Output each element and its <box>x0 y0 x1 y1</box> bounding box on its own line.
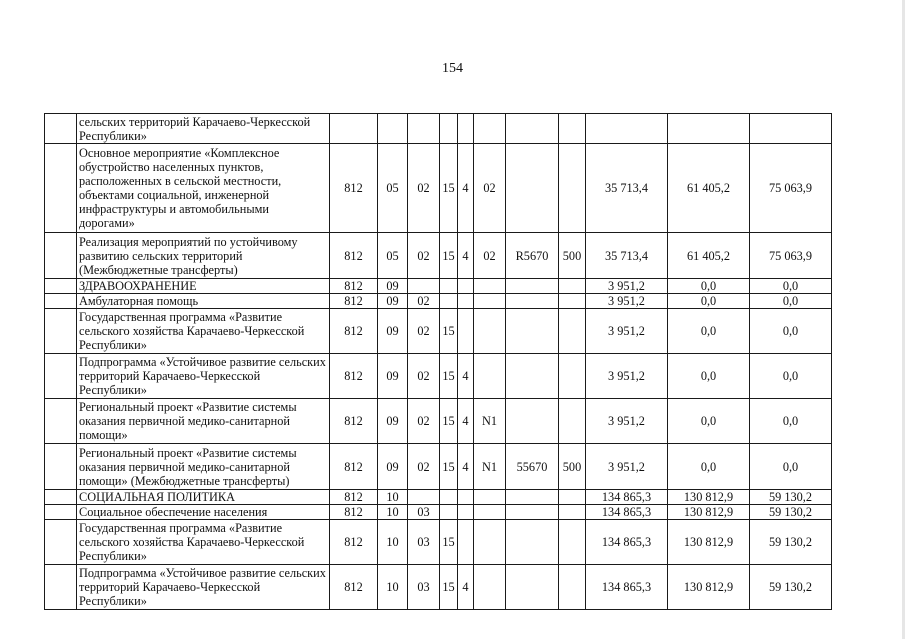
cell-subsection: 02 <box>408 309 440 354</box>
cell-row-number <box>45 354 77 399</box>
cell-amount-year1 <box>586 114 668 144</box>
cell-name: Подпрограмма «Устойчивое развитие сельских территорий Карачаево-Черкесской Республики» <box>77 354 330 399</box>
table-row <box>45 354 832 399</box>
cell-section: 09 <box>378 279 408 294</box>
cell-amount-year2: 0,0 <box>668 399 750 444</box>
cell-ministry-code: 812 <box>330 520 378 565</box>
cell-section: 09 <box>378 399 408 444</box>
cell-ministry-code: 812 <box>330 309 378 354</box>
cell-amount-year2: 0,0 <box>668 444 750 490</box>
cell-subprogram: 4 <box>458 444 474 490</box>
cell-ministry-code: 812 <box>330 279 378 294</box>
cell-expense-type <box>559 309 586 354</box>
cell-event <box>474 354 506 399</box>
cell-event <box>474 565 506 610</box>
cell-amount-year2: 61 405,2 <box>668 233 750 279</box>
table-row <box>45 490 832 505</box>
cell-event: N1 <box>474 399 506 444</box>
cell-subprogram <box>458 490 474 505</box>
cell-section: 10 <box>378 490 408 505</box>
table-row <box>45 520 832 565</box>
cell-program: 15 <box>440 565 458 610</box>
cell-program: 15 <box>440 399 458 444</box>
cell-event <box>474 520 506 565</box>
table-row <box>45 309 832 354</box>
cell-subprogram: 4 <box>458 233 474 279</box>
table-row <box>45 233 832 279</box>
cell-name: СОЦИАЛЬНАЯ ПОЛИТИКА <box>77 490 330 505</box>
cell-subprogram <box>458 114 474 144</box>
cell-subsection: 03 <box>408 520 440 565</box>
cell-name: Социальное обеспечение населения <box>77 505 330 520</box>
cell-amount-year2 <box>668 114 750 144</box>
table-row <box>45 114 832 144</box>
table-row <box>45 399 832 444</box>
cell-row-number <box>45 144 77 233</box>
cell-expense-type <box>559 565 586 610</box>
table-body <box>45 114 832 610</box>
cell-name: Амбулаторная помощь <box>77 294 330 309</box>
cell-amount-year1: 134 865,3 <box>586 520 668 565</box>
cell-amount-year2: 61 405,2 <box>668 144 750 233</box>
cell-amount-year1: 3 951,2 <box>586 399 668 444</box>
cell-row-number <box>45 520 77 565</box>
cell-subsection: 02 <box>408 444 440 490</box>
budget-table <box>44 113 832 610</box>
cell-subsection: 02 <box>408 144 440 233</box>
cell-expense-type: 500 <box>559 444 586 490</box>
cell-event <box>474 309 506 354</box>
cell-section: 10 <box>378 505 408 520</box>
cell-name: Основное мероприятие «Комплексное обустройство населенных пунктов, расположенных в сельской местности, объектами социальной, инженерной инфраструктуры и автомобильными дорогами» <box>77 144 330 233</box>
cell-expense-type <box>559 505 586 520</box>
cell-row-number <box>45 490 77 505</box>
cell-amount-year2: 130 812,9 <box>668 505 750 520</box>
cell-name: Государственная программа «Развитие сельского хозяйства Карачаево-Черкесской Республики» <box>77 309 330 354</box>
cell-section: 09 <box>378 294 408 309</box>
cell-ministry-code: 812 <box>330 444 378 490</box>
cell-expense-type <box>559 520 586 565</box>
cell-direction <box>506 505 559 520</box>
cell-program: 15 <box>440 233 458 279</box>
cell-direction <box>506 490 559 505</box>
cell-direction <box>506 144 559 233</box>
cell-amount-year3: 59 130,2 <box>750 505 832 520</box>
cell-row-number <box>45 309 77 354</box>
cell-program <box>440 114 458 144</box>
cell-ministry-code <box>330 114 378 144</box>
cell-direction <box>506 399 559 444</box>
cell-expense-type <box>559 144 586 233</box>
cell-ministry-code: 812 <box>330 490 378 505</box>
cell-row-number <box>45 444 77 490</box>
cell-event <box>474 294 506 309</box>
cell-ministry-code: 812 <box>330 144 378 233</box>
table-row <box>45 279 832 294</box>
cell-subprogram <box>458 294 474 309</box>
cell-ministry-code: 812 <box>330 354 378 399</box>
cell-row-number <box>45 505 77 520</box>
cell-subprogram: 4 <box>458 565 474 610</box>
cell-amount-year3: 59 130,2 <box>750 520 832 565</box>
cell-program <box>440 294 458 309</box>
table-row <box>45 144 832 233</box>
cell-ministry-code: 812 <box>330 565 378 610</box>
cell-program: 15 <box>440 520 458 565</box>
cell-name: Региональный проект «Развитие системы оказания первичной медико-санитарной помощи» <box>77 399 330 444</box>
cell-name: Государственная программа «Развитие сельского хозяйства Карачаево-Черкесской Республики» <box>77 520 330 565</box>
cell-amount-year1: 134 865,3 <box>586 505 668 520</box>
cell-direction <box>506 520 559 565</box>
cell-amount-year1: 134 865,3 <box>586 490 668 505</box>
cell-amount-year3: 59 130,2 <box>750 490 832 505</box>
cell-subprogram <box>458 505 474 520</box>
cell-expense-type <box>559 114 586 144</box>
cell-program <box>440 279 458 294</box>
cell-amount-year2: 130 812,9 <box>668 520 750 565</box>
cell-name: Реализация мероприятий по устойчивому развитию сельских территорий (Межбюджетные трансферты) <box>77 233 330 279</box>
cell-expense-type <box>559 490 586 505</box>
cell-direction: R5670 <box>506 233 559 279</box>
cell-row-number <box>45 279 77 294</box>
cell-event <box>474 505 506 520</box>
cell-subprogram: 4 <box>458 399 474 444</box>
cell-amount-year1: 3 951,2 <box>586 294 668 309</box>
cell-event: N1 <box>474 444 506 490</box>
cell-amount-year3: 0,0 <box>750 444 832 490</box>
cell-section: 05 <box>378 233 408 279</box>
cell-amount-year3: 59 130,2 <box>750 565 832 610</box>
cell-direction <box>506 294 559 309</box>
cell-subprogram <box>458 520 474 565</box>
cell-amount-year1: 3 951,2 <box>586 354 668 399</box>
cell-name: Подпрограмма «Устойчивое развитие сельских территорий Карачаево-Черкесской Республики» <box>77 565 330 610</box>
cell-subprogram <box>458 279 474 294</box>
cell-row-number <box>45 399 77 444</box>
cell-subsection <box>408 279 440 294</box>
cell-amount-year3: 0,0 <box>750 294 832 309</box>
cell-amount-year1: 3 951,2 <box>586 309 668 354</box>
cell-row-number <box>45 565 77 610</box>
table-row <box>45 444 832 490</box>
cell-ministry-code: 812 <box>330 505 378 520</box>
table-row <box>45 565 832 610</box>
cell-direction <box>506 114 559 144</box>
cell-amount-year1: 35 713,4 <box>586 144 668 233</box>
cell-ministry-code: 812 <box>330 233 378 279</box>
cell-amount-year3: 75 063,9 <box>750 144 832 233</box>
cell-amount-year3: 0,0 <box>750 399 832 444</box>
cell-expense-type <box>559 354 586 399</box>
cell-amount-year1: 3 951,2 <box>586 444 668 490</box>
cell-amount-year2: 0,0 <box>668 294 750 309</box>
table-row <box>45 294 832 309</box>
cell-section: 09 <box>378 309 408 354</box>
cell-section: 09 <box>378 444 408 490</box>
cell-subsection: 02 <box>408 354 440 399</box>
page-number: 154 <box>442 61 463 76</box>
cell-section: 10 <box>378 520 408 565</box>
cell-subprogram: 4 <box>458 144 474 233</box>
cell-subsection: 02 <box>408 233 440 279</box>
cell-amount-year2: 0,0 <box>668 354 750 399</box>
cell-program: 15 <box>440 444 458 490</box>
cell-event <box>474 114 506 144</box>
cell-row-number <box>45 294 77 309</box>
cell-subsection: 02 <box>408 294 440 309</box>
cell-event: 02 <box>474 233 506 279</box>
cell-section: 09 <box>378 354 408 399</box>
cell-program: 15 <box>440 144 458 233</box>
cell-subsection <box>408 114 440 144</box>
cell-expense-type <box>559 294 586 309</box>
cell-row-number <box>45 114 77 144</box>
cell-program <box>440 490 458 505</box>
cell-section: 05 <box>378 144 408 233</box>
cell-row-number <box>45 233 77 279</box>
cell-subprogram: 4 <box>458 354 474 399</box>
cell-program: 15 <box>440 354 458 399</box>
cell-ministry-code: 812 <box>330 294 378 309</box>
cell-amount-year3: 0,0 <box>750 354 832 399</box>
cell-direction <box>506 565 559 610</box>
cell-expense-type: 500 <box>559 233 586 279</box>
cell-name: сельских территорий Карачаево-Черкесской Республики» <box>77 114 330 144</box>
cell-expense-type <box>559 279 586 294</box>
cell-name: ЗДРАВООХРАНЕНИЕ <box>77 279 330 294</box>
cell-amount-year3 <box>750 114 832 144</box>
cell-event: 02 <box>474 144 506 233</box>
cell-direction <box>506 309 559 354</box>
cell-section <box>378 114 408 144</box>
table-row <box>45 505 832 520</box>
cell-name: Региональный проект «Развитие системы оказания первичной медико-санитарной помощи» (Межбюджетные трансферты) <box>77 444 330 490</box>
cell-direction: 55670 <box>506 444 559 490</box>
cell-section: 10 <box>378 565 408 610</box>
cell-amount-year2: 0,0 <box>668 309 750 354</box>
cell-subsection: 03 <box>408 505 440 520</box>
cell-amount-year2: 130 812,9 <box>668 565 750 610</box>
cell-program <box>440 505 458 520</box>
cell-subsection: 02 <box>408 399 440 444</box>
cell-subsection <box>408 490 440 505</box>
cell-amount-year1: 35 713,4 <box>586 233 668 279</box>
cell-direction <box>506 354 559 399</box>
cell-amount-year2: 130 812,9 <box>668 490 750 505</box>
cell-amount-year3: 75 063,9 <box>750 233 832 279</box>
cell-amount-year3: 0,0 <box>750 309 832 354</box>
cell-expense-type <box>559 399 586 444</box>
cell-amount-year2: 0,0 <box>668 279 750 294</box>
cell-ministry-code: 812 <box>330 399 378 444</box>
cell-amount-year1: 134 865,3 <box>586 565 668 610</box>
cell-event <box>474 279 506 294</box>
cell-subprogram <box>458 309 474 354</box>
cell-event <box>474 490 506 505</box>
cell-amount-year3: 0,0 <box>750 279 832 294</box>
cell-program: 15 <box>440 309 458 354</box>
cell-direction <box>506 279 559 294</box>
cell-subsection: 03 <box>408 565 440 610</box>
cell-amount-year1: 3 951,2 <box>586 279 668 294</box>
